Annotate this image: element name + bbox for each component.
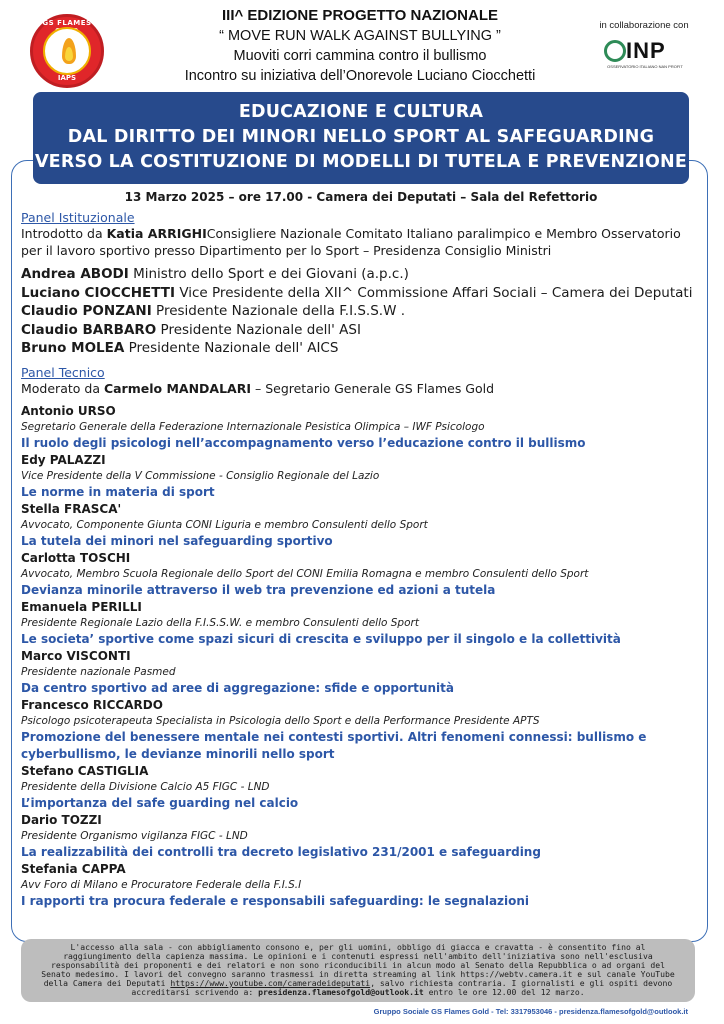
oinp-circle-icon [604,40,626,62]
vip-name: Luciano CIOCCHETTI [21,284,176,301]
vip-name: Claudio BARBARO [21,321,157,338]
banner-line-3: VERSO LA COSTITUZIONE DI MODELLI DI TUTELA E PREVENZIONE [34,152,688,172]
speaker-name: Edy PALAZZI [21,453,106,467]
collaboration-label: in collaborazione con [599,20,689,31]
speaker-topic: I rapporti tra procura federale e responsabili safeguarding: le segnalazioni [21,894,530,908]
flame-inner-icon [65,47,73,61]
speaker-name: Stefano CASTIGLIA [21,764,149,778]
moderator-name: Carmelo MANDALARI [103,380,251,396]
speaker-entry [21,599,701,648]
speaker-topic: Promozione del benessere mentale nei contesti sportivi. Altri fenomeni connessi: bullismo e cyberbullismo, le devianze minorili nello sport [21,730,647,761]
speaker-role: Presidente Regionale Lazio della F.I.S.S.W. e membro Consulenti dello Sport [21,616,419,629]
event-date: 13 Marzo 2025 – ore 17.00 - Camera dei Deputati – Sala del Refettorio [124,190,598,204]
header-text [150,6,570,86]
speaker-name: Carlotta TOSCHI [21,551,131,565]
moderator-prefix: Moderato da [21,380,104,396]
speaker-name: Francesco RICCARDO [21,698,163,712]
logo-ring [43,27,91,75]
speaker-name: Emanuela PERILLI [21,600,142,614]
panel-tecnico-title: Panel Tecnico [21,364,105,380]
speaker-role: Vice Presidente della V Commissione - Consiglio Regionale del Lazio [21,469,380,482]
banner-line-1: EDUCAZIONE E CULTURA [238,102,484,122]
speaker-entry [21,403,701,452]
speaker-name: Stella FRASCA' [21,502,122,516]
speaker-entry [21,861,701,910]
intro-role: Consigliere Nazionale Comitato Italiano paralimpico e Membro Osservatorio per il lavoro sportivo presso Dipartimento per lo Sport – Presidenza Consiglio Ministri [21,226,681,258]
speaker-name: Dario TOZZI [21,813,102,827]
vip-name: Claudio PONZANI [21,303,152,319]
speaker-entry [21,697,701,763]
vip-role: Presidente Nazionale della F.I.S.S.W . [151,303,406,319]
header-line-4: Incontro su iniziativa dell’Onorevole Luciano Ciocchetti [184,68,536,84]
speaker-entry [21,812,701,861]
footer-contact: Gruppo Sociale GS Flames Gold - Tel: 3317953046 - presidenza.flamesofgold@outlook.it [373,1007,688,1016]
panel-istituzionale-intro [21,226,701,259]
speaker-topic: L’importanza del safe guarding nel calcio [21,796,299,810]
oinp-logo-text: INP [626,38,666,63]
vip-speaker [21,265,701,284]
header-line-2: “ MOVE RUN WALK AGAINST BULLYING ” [219,28,501,44]
speaker-name: Antonio URSO [21,404,116,418]
panel-istituzionale-title: Panel Istituzionale [21,210,135,225]
accreditation-email[interactable]: presidenza.flamesofgold@outlook.it [258,987,424,997]
title-banner [33,92,689,184]
logo-left-top-text: GS FLAMES [42,19,92,27]
header-line-3: Muoviti corri cammina contro il bullismo [233,48,487,64]
vip-speaker [21,321,701,340]
gs-flames-gold-logo [30,14,104,88]
youtube-link[interactable]: https://www.youtube.com/cameradeideputati [170,978,371,988]
speaker-role: Presidente della Divisione Calcio A5 FIGC - LND [21,780,270,793]
vip-role: Ministro dello Sport e dei Giovani (a.p.c.) [128,266,409,282]
speaker-topic: La realizzabilità dei controlli tra decreto legislativo 231/2001 e safeguarding [21,845,541,859]
speaker-name: Marco VISCONTI [21,649,131,663]
vip-speaker [21,302,701,321]
speaker-role: Avv Foro di Milano e Procuratore Federale della F.I.S.I [21,878,302,891]
oinp-logo-subtext: OSSERVATORIO ITALIANO NAN PROFIT [607,64,683,69]
disclaimer-text-1: L'accesso alla sala - con abbigliamento consono e, per gli uomini, obbligo di giacca e cravatta - è consentito fino al raggiungimento della capienza massima. Le opinioni e i contenuti espressi nell'ambito dell'iniziativa sono nell'esclusiva responsabilità dei proponenti e dei relatori e non sono riconducibili in alcun modo al Senato della Repubblica o ad organi del Senato medesimo. I lavori del convegno saranno trasmessi in diretta streaming al link https://webtv.camera.it e sul canale YouTube della Camera dei Deputati [41,942,675,988]
vip-role: Presidente Nazionale dell' ASI [156,321,361,338]
banner-line-2: DAL DIRITTO DEI MINORI NELLO SPORT AL SAFEGUARDING [67,127,655,147]
speaker-topic: Devianza minorile attraverso il web tra prevenzione ed azioni a tutela [21,583,496,597]
disclaimer-text-3: entro le ore 12.00 del 12 marzo. [423,987,585,997]
intro-name: Katia ARRIGHI [106,226,207,241]
speaker-topic: Le societa’ sportive come spazi sicuri di crescita e sviluppo per il singolo e la collettività [21,632,621,646]
program-content [21,189,701,910]
moderator-role: – Segretario Generale GS Flames Gold [251,380,495,396]
speaker-role: Avvocato, Componente Giunta CONI Liguria e membro Consulenti dello Sport [21,518,428,531]
vip-name: Andrea ABODI [21,266,129,282]
logo-left-bottom-text: IAPS [57,74,77,82]
panel-tecnico-moderator [21,381,701,398]
speaker-entry [21,501,701,550]
disclaimer-text-2: , salvo richiesta contraria. I giornalisti e gli ospiti devono accreditarsi scrivendo a: [131,978,673,997]
access-disclaimer [21,939,695,1002]
oinp-logo [600,36,690,70]
speaker-role: Psicologo psicoterapeuta Specialista in Psicologia dello Sport e della Performance Presidente APTS [21,714,540,727]
speaker-role: Avvocato, Membro Scuola Regionale dello Sport del CONI Emilia Romagna e membro Consulenti dello Sport [21,567,589,580]
vip-name: Bruno MOLEA [21,340,125,356]
intro-prefix: Introdotto da [21,226,107,241]
speaker-topic: Da centro sportivo ad aree di aggregazione: sfide e opportunità [21,681,454,695]
vip-speaker [21,284,701,303]
speaker-entry [21,763,701,812]
speaker-entry [21,550,701,599]
speaker-topic: Il ruolo degli psicologi nell’accompagnamento verso l’educazione contro il bullismo [21,436,586,450]
speaker-entry [21,648,701,697]
vip-role: Presidente Nazionale dell' AICS [124,340,339,356]
speaker-role: Presidente Organismo vigilanza FIGC - LND [21,829,248,842]
speaker-role: Presidente nazionale Pasmed [21,665,176,678]
speaker-entry [21,452,701,501]
speaker-topic: Le norme in materia di sport [21,485,215,499]
vip-role: Vice Presidente della XII^ Commissione Affari Sociali – Camera dei Deputati [175,284,693,301]
speaker-list [21,403,701,910]
speaker-topic: La tutela dei minori nel safeguarding sportivo [21,534,333,548]
speaker-name: Stefania CAPPA [21,862,126,876]
speaker-role: Segretario Generale della Federazione Internazionale Pesistica Olimpica – IWF Psicologo [21,420,485,433]
header-line-1: III^ EDIZIONE PROGETTO NAZIONALE [222,7,498,24]
vip-speaker [21,339,701,358]
